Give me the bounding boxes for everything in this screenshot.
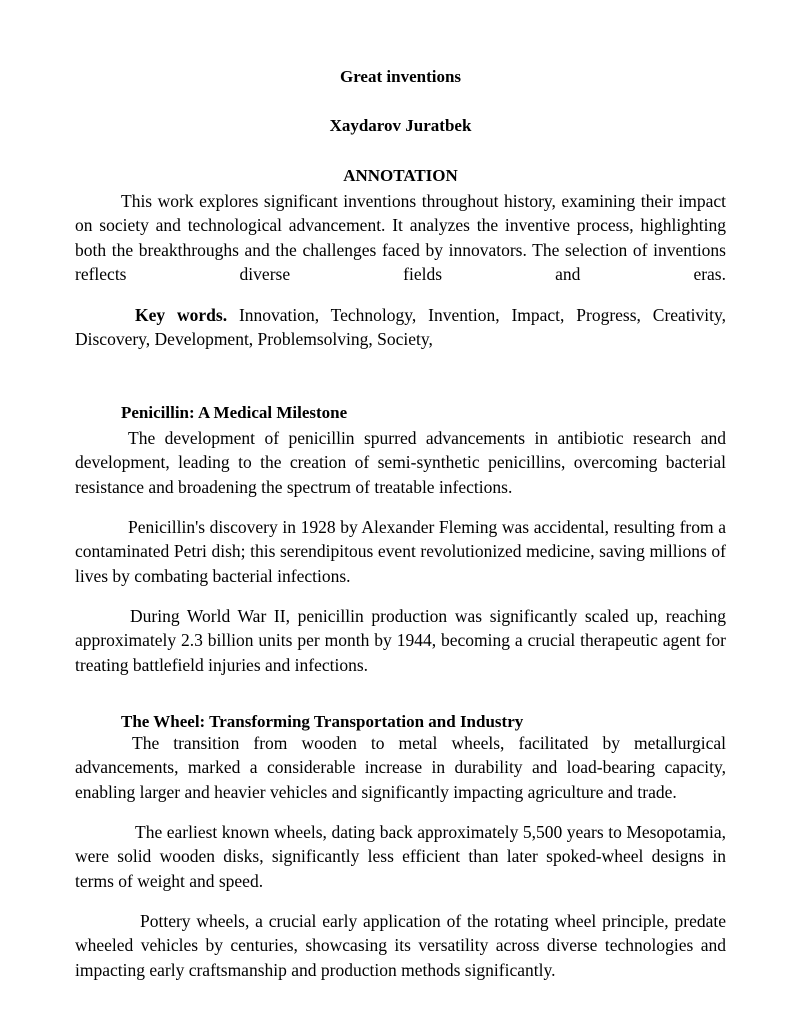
keywords-label: Key words. xyxy=(135,305,228,325)
wheel-paragraph-2: The earliest known wheels, dating back approximately 5,500 years to Mesopotamia, were solid wooden disks, significantly less efficient than later spoked-wheel designs in terms of weight and speed. xyxy=(75,822,726,891)
section-heading-penicillin: Penicillin: A Medical Milestone xyxy=(121,403,348,422)
annotation-heading: ANNOTATION xyxy=(343,166,458,185)
keywords-list: Innovation, Technology, Invention, Impact, Progress, Creativity, Discovery, Development, Problemsolving, Society, xyxy=(75,305,727,350)
author-name: Xaydarov Juratbek xyxy=(329,116,472,135)
section-heading-wheel: The Wheel: Transforming Transportation and Industry xyxy=(121,712,524,731)
penicillin-paragraph-3: During World War II, penicillin production was significantly scaled up, reaching approximately 2.3 billion units per month by 1944, becoming a crucial therapeutic agent for treating battlefield injuries and infections. xyxy=(75,606,726,675)
annotation-text: This work explores significant inventions throughout history, examining their impact on society and technological advancement. It analyzes the inventive process, highlighting both the breakthroughs and the challenges faced by innovators. The selection of inventions reflects diverse fields and eras. xyxy=(75,191,726,284)
wheel-paragraph-1: The transition from wooden to metal wheels, facilitated by metallurgical advancements, marked a considerable increase in durability and load-bearing capacity, enabling larger and heavier vehicles and significantly impacting agriculture and trade. xyxy=(75,733,726,802)
keywords-paragraph xyxy=(75,303,726,352)
penicillin-paragraph-2: Penicillin's discovery in 1928 by Alexander Fleming was accidental, resulting from a contaminated Petri dish; this serendipitous event revolutionized medicine, saving millions of lives by combating bacterial infections. xyxy=(75,517,726,586)
wheel-paragraph-3: Pottery wheels, a crucial early application of the rotating wheel principle, predate wheeled vehicles by centuries, showcasing its versatility across diverse technologies and impacting early craftsmanship and production methods significantly. xyxy=(75,911,726,980)
document-title: Great inventions xyxy=(339,67,462,86)
penicillin-paragraph-1: The development of penicillin spurred advancements in antibiotic research and development, leading to the creation of semi-synthetic penicillins, overcoming bacterial resistance and broadening the spectrum of treatable infections. xyxy=(75,428,726,497)
